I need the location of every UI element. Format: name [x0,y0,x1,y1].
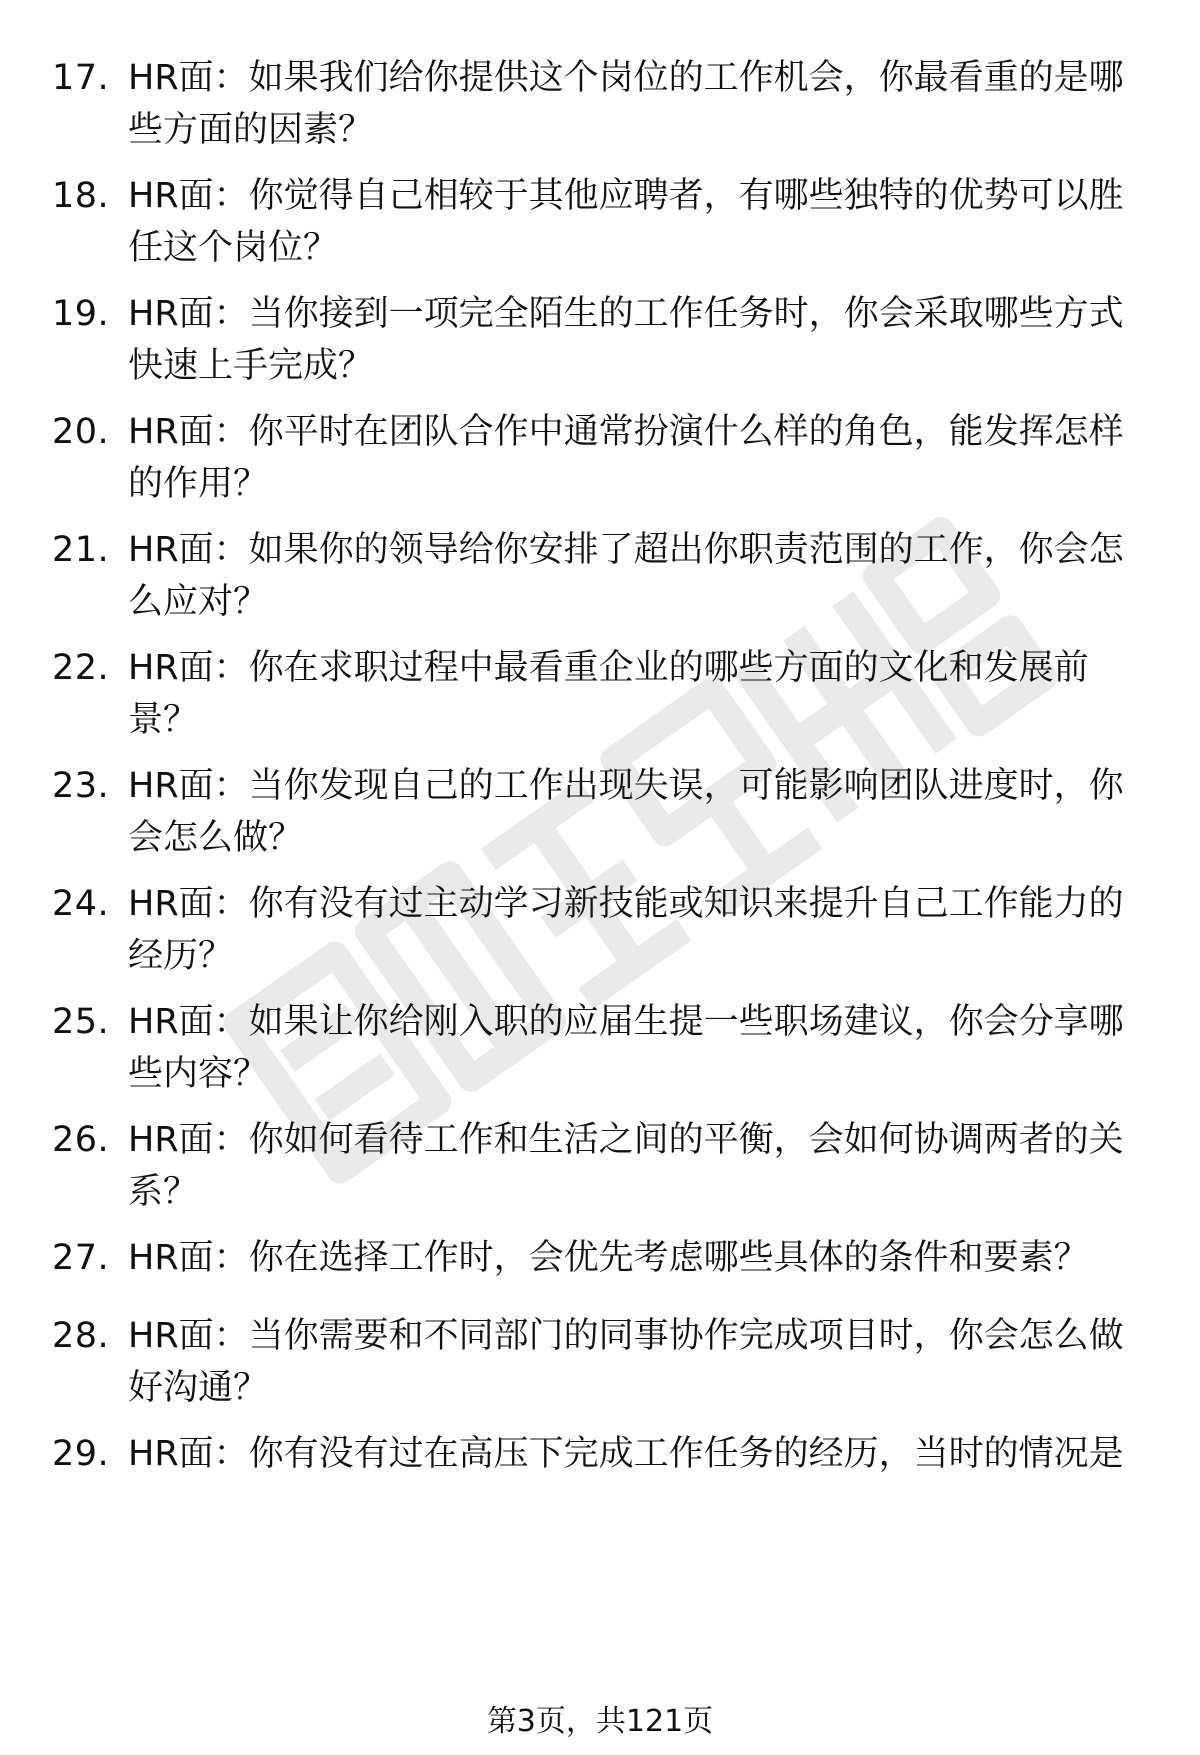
question-text: HR面：如果我们给你提供这个岗位的工作机会，你最看重的是哪些方面的因素？ [128,58,1124,150]
question-number: 18. [52,176,110,216]
question-number: 21. [52,530,110,570]
question-text: HR面：当你接到一项完全陌生的工作任务时，你会采取哪些方式快速上手完成？ [128,294,1124,386]
question-number: 25. [52,1002,110,1042]
question-number: 17. [52,58,110,98]
question-number: 24. [52,884,110,924]
question-text: HR面：如果让你给刚入职的应届生提一些职场建议，你会分享哪些内容？ [128,1002,1124,1094]
question-number: 23. [52,766,110,806]
question-number: 27. [52,1238,110,1278]
question-text: HR面：如果你的领导给你安排了超出你职责范围的工作，你会怎么应对？ [128,530,1124,622]
question-number: 19. [52,294,110,334]
question-number: 29. [52,1434,110,1474]
question-number: 22. [52,648,110,688]
question-text: HR面：你有没有过在高压下完成工作任务的经历，当时的情况是 [128,1434,1124,1474]
question-text: HR面：你在选择工作时，会优先考虑哪些具体的条件和要素？ [128,1238,1089,1278]
question-text: HR面：你觉得自己相较于其他应聘者，有哪些独特的优势可以胜任这个岗位？ [128,176,1124,268]
question-text: HR面：你在求职过程中最看重企业的哪些方面的文化和发展前景？ [128,648,1089,740]
question-text: HR面：你平时在团队合作中通常扮演什么样的角色，能发挥怎样的作用？ [128,412,1124,504]
question-number: 28. [52,1316,110,1356]
question-text: HR面：当你需要和不同部门的同事协作完成项目时，你会怎么做好沟通？ [128,1316,1124,1408]
question-text: HR面：当你发现自己的工作出现失误，可能影响团队进度时，你会怎么做？ [128,766,1124,858]
question-number: 26. [52,1120,110,1160]
question-text: HR面：你如何看待工作和生活之间的平衡，会如何协调两者的关系？ [128,1120,1124,1212]
page-footer: 第3页，共121页 [486,1704,714,1739]
question-number: 20. [52,412,110,452]
question-text: HR面：你有没有过主动学习新技能或知识来提升自己工作能力的经历？ [128,884,1124,976]
